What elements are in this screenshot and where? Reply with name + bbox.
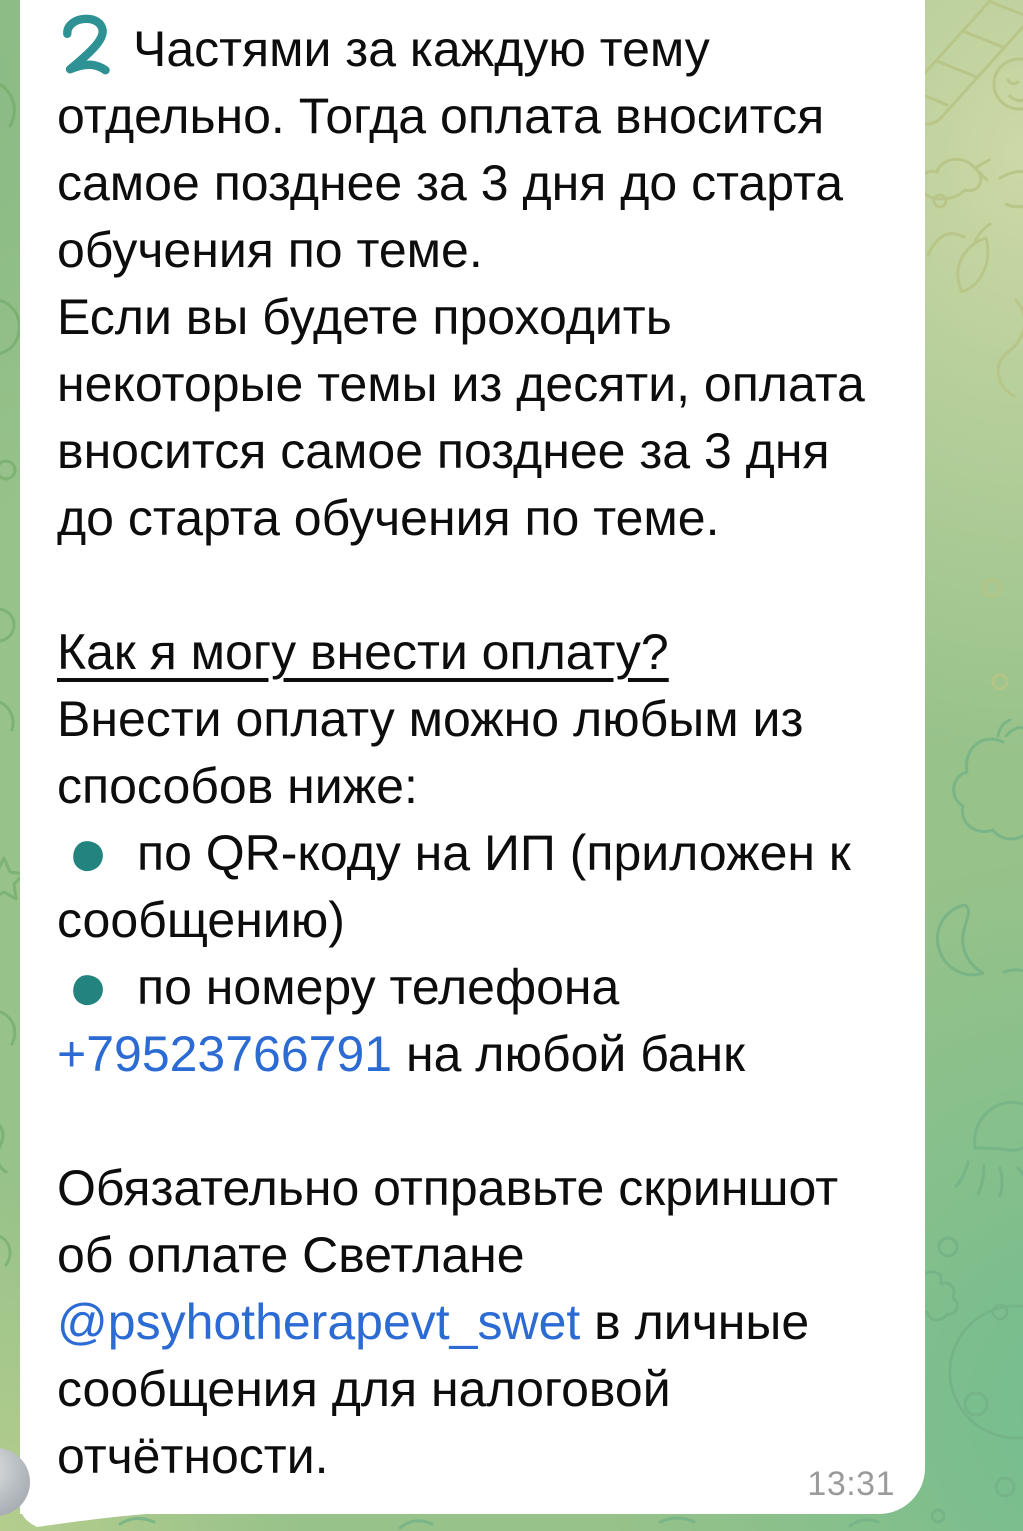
message-timestamp: 13:31 [807, 1465, 895, 1503]
incoming-message-bubble [20, 0, 925, 1514]
bullet-text: по номеру телефона [137, 959, 620, 1015]
bullet-text: по QR-коду на ИП (приложен к сообщению) [57, 825, 851, 948]
paragraph-payment-by-parts [57, 12, 887, 284]
bullet-text: на любой банк [392, 1026, 746, 1082]
heading-underlined-text: Как я могу внести оплату? [57, 624, 669, 680]
digit-two-emoji [57, 12, 113, 78]
paragraph-text: в личные сообщения для налоговой отчётности. [57, 1294, 810, 1484]
payment-question-heading [57, 619, 887, 686]
bubble-tail [20, 1502, 160, 1531]
teal-dot-emoji [71, 839, 106, 874]
paragraph-payment-methods: Внести оплату можно любым из способов ниже: [57, 691, 804, 814]
paragraph-screenshot-required [57, 1155, 887, 1490]
bullet-item-qr [57, 820, 887, 954]
paragraph-text: Частями за каждую тему отдельно. Тогда оплата вносится самое позднее за 3 дня до старта обучения по теме. [57, 21, 844, 278]
paragraph-some-topics: Если вы будете проходить некоторые темы из десяти, оплата вносится самое позднее за 3 дня до старта обучения по теме. [57, 289, 865, 546]
paragraph-text: Обязательно отправьте скриншот об оплате Светлане [57, 1160, 839, 1283]
teal-dot-emoji [71, 973, 106, 1008]
username-link[interactable]: @psyhotherapevt_swet [57, 1294, 581, 1350]
phone-link[interactable]: +79523766791 [57, 1026, 393, 1082]
message-text [20, 0, 925, 1490]
bullet-item-phone [57, 954, 887, 1088]
